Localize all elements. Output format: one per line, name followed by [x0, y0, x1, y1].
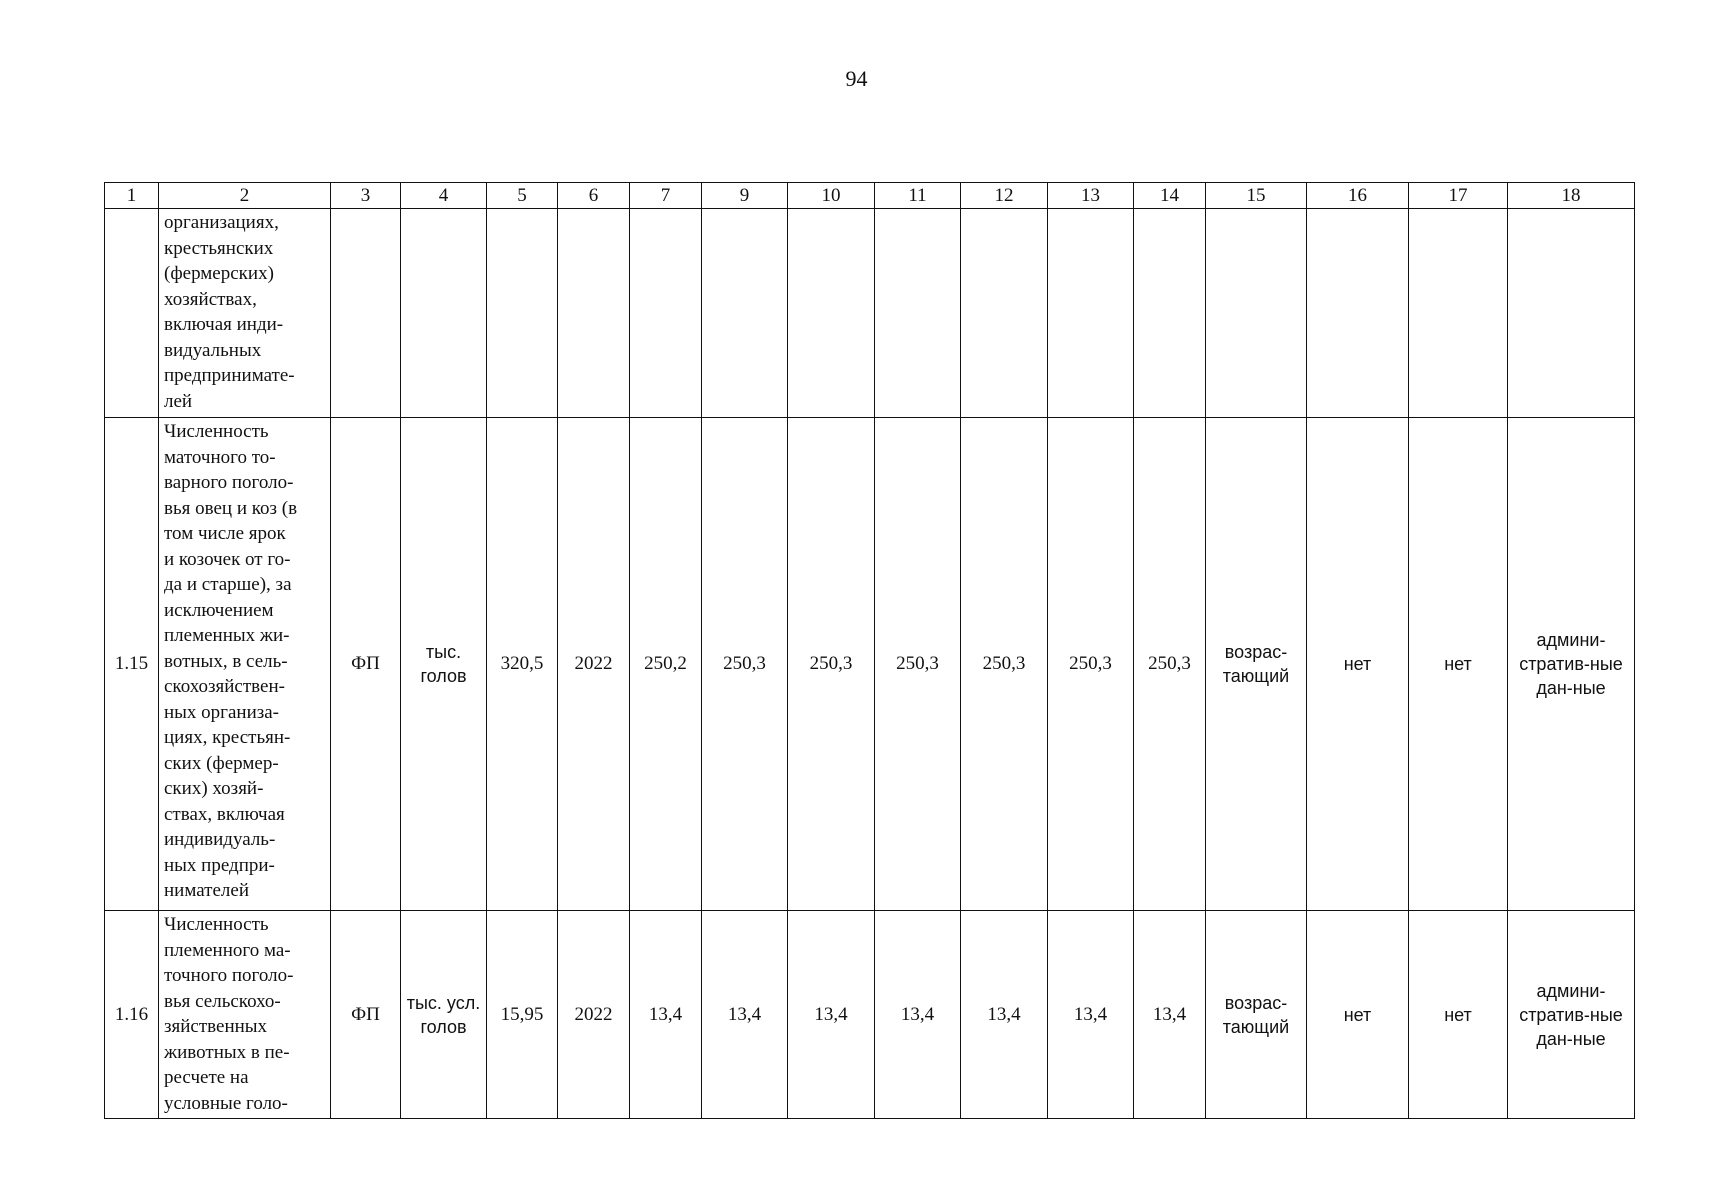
indicator-name-line: племенного ма-	[164, 939, 291, 961]
header-row	[105, 183, 1635, 209]
table-cell: ФП	[331, 911, 401, 1119]
table-cell: админи-стратив-ные дан-ные	[1508, 911, 1635, 1119]
row-number: 1.15	[105, 418, 159, 911]
indicator-name-line: том числе ярок	[164, 523, 286, 544]
table-cell	[1206, 209, 1307, 418]
table-cell	[331, 209, 401, 418]
column-header: 2	[159, 183, 331, 209]
indicator-name-line: Численность	[164, 914, 269, 935]
column-header: 6	[558, 183, 630, 209]
row-number	[105, 209, 159, 418]
indicator-name-line: Численность	[164, 421, 269, 442]
column-header: 4	[401, 183, 487, 209]
table-cell: 320,5	[487, 418, 558, 911]
table-cell: 250,3	[875, 418, 961, 911]
table-cell: 13,4	[875, 911, 961, 1119]
column-header: 12	[961, 183, 1048, 209]
table-cell	[788, 209, 875, 418]
table-cell	[1134, 209, 1206, 418]
table-cell	[401, 209, 487, 418]
table-cell: возрас-тающий	[1206, 911, 1307, 1119]
table-cell: 250,3	[1048, 418, 1134, 911]
table-cell	[961, 209, 1048, 418]
indicator-name-line: крестьянских	[164, 237, 274, 259]
table-cell	[630, 209, 702, 418]
column-header: 10	[788, 183, 875, 209]
page-number: 94	[845, 66, 868, 91]
indicator-name-line: ных организа-	[164, 701, 280, 723]
column-header: 13	[1048, 183, 1134, 209]
row-number: 1.16	[105, 911, 159, 1119]
indicator-name-line: зяйственных	[164, 1016, 268, 1037]
indicator-name-line: предпринимате-	[164, 365, 295, 386]
indicator-name-line: да и старше), за	[164, 574, 292, 595]
column-header: 17	[1409, 183, 1508, 209]
indicator-name-line: животных в пе-	[164, 1041, 290, 1063]
table-cell: тыс. усл. голов	[401, 911, 487, 1119]
table-cell: ФП	[331, 418, 401, 911]
indicator-name-line: нимателей	[164, 880, 249, 901]
indicator-name-line: племенных жи-	[164, 625, 290, 646]
indicator-name-line: организациях,	[164, 212, 279, 233]
table-cell	[487, 209, 558, 418]
column-header: 5	[487, 183, 558, 209]
table-row	[105, 911, 1635, 1119]
indicator-name-line: ных предпри-	[164, 854, 275, 876]
column-header: 16	[1307, 183, 1409, 209]
table-cell: 2022	[558, 418, 630, 911]
indicator-name-line: включая инди-	[164, 314, 284, 335]
column-header: 3	[331, 183, 401, 209]
table-cell	[1307, 209, 1409, 418]
table-cell: 250,3	[788, 418, 875, 911]
table-cell	[702, 209, 788, 418]
table-cell: 2022	[558, 911, 630, 1119]
table-cell: 250,3	[961, 418, 1048, 911]
table-cell: 13,4	[1048, 911, 1134, 1119]
table-cell: нет	[1409, 911, 1508, 1119]
indicator-name-line: и козочек от го-	[164, 548, 291, 570]
indicator-name-line: исключением	[164, 599, 274, 621]
indicator-name-line: ских) хозяй-	[164, 778, 264, 799]
indicators-table	[104, 182, 1635, 1119]
column-header: 7	[630, 183, 702, 209]
table-cell: 250,3	[1134, 418, 1206, 911]
table-cell: нет	[1307, 418, 1409, 911]
indicator-name	[159, 209, 331, 418]
column-header: 11	[875, 183, 961, 209]
column-header: 1	[105, 183, 159, 209]
indicator-name-line: вья сельскохо-	[164, 990, 281, 1012]
indicator-name-line: ствах, включая	[164, 803, 285, 825]
indicator-name	[159, 911, 331, 1119]
indicator-name-line: вья овец и коз (в	[164, 497, 298, 519]
table-cell: тыс. голов	[401, 418, 487, 911]
table-cell: 250,2	[630, 418, 702, 911]
indicator-name-line: хозяйствах,	[164, 288, 257, 310]
table-cell: 13,4	[1134, 911, 1206, 1119]
table-cell: 13,4	[702, 911, 788, 1119]
table-row	[105, 418, 1635, 911]
indicator-name-line: варного поголо-	[164, 472, 294, 493]
table-cell: 13,4	[630, 911, 702, 1119]
column-header: 14	[1134, 183, 1206, 209]
indicator-name-line: ских (фермер-	[164, 752, 279, 774]
indicator-name-line: циях, крестьян-	[164, 727, 291, 748]
indicator-name-line: ресчете на	[164, 1067, 249, 1088]
table-cell	[875, 209, 961, 418]
indicator-name-line: (фермерских)	[164, 263, 274, 284]
indicator-name-line: вотных, в сель-	[164, 650, 288, 672]
table-cell	[1508, 209, 1635, 418]
table-cell	[1048, 209, 1134, 418]
column-header: 9	[702, 183, 788, 209]
table-cell: возрас-тающий	[1206, 418, 1307, 911]
table-cell: 13,4	[788, 911, 875, 1119]
table-row	[105, 209, 1635, 418]
indicator-name-line: видуальных	[164, 339, 262, 361]
table-cell: 250,3	[702, 418, 788, 911]
indicator-name	[159, 418, 331, 911]
column-header: 15	[1206, 183, 1307, 209]
indicator-name-line: индивидуаль-	[164, 829, 276, 850]
column-header: 18	[1508, 183, 1635, 209]
table-cell: админи-стратив-ные дан-ные	[1508, 418, 1635, 911]
table-cell: 15,95	[487, 911, 558, 1119]
indicator-name-line: маточного то-	[164, 446, 276, 468]
indicator-name-line: точного поголо-	[164, 965, 294, 986]
table-cell	[1409, 209, 1508, 418]
table-cell: нет	[1409, 418, 1508, 911]
indicator-name-line: условные голо-	[164, 1092, 288, 1114]
table-cell	[558, 209, 630, 418]
table-cell: нет	[1307, 911, 1409, 1119]
indicator-name-line: скохозяйствен-	[164, 676, 285, 697]
indicator-name-line: лей	[164, 390, 193, 412]
table-cell: 13,4	[961, 911, 1048, 1119]
